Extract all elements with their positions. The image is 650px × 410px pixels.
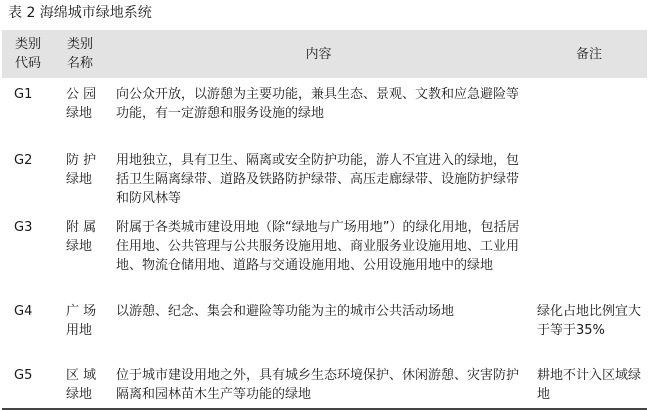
table-row xyxy=(2,211,647,295)
row-code: G5 xyxy=(2,359,54,409)
row-content: 附属于各类城市建设用地（除“绿地与广场用地”）的绿化用地，包括居住用地、公共管理与公共服务设施用地、商业服务业设施用地、工业用地、物流仓储用地、道路与交通设施用地、公用设施用地中的绿地 xyxy=(116,220,520,273)
row-note: 绿化占地比例宜大于等于35% xyxy=(537,304,642,338)
header-category-name: 类别 名称 xyxy=(66,37,93,71)
row-note xyxy=(531,78,647,144)
row-name: 防 护 绿地 xyxy=(66,153,97,187)
table-row xyxy=(2,295,647,359)
header-category-code: 类别 代码 xyxy=(14,37,41,71)
row-name: 区 域 绿地 xyxy=(54,359,106,409)
row-code: G4 xyxy=(14,304,33,319)
table-row xyxy=(2,144,647,211)
row-content: 位于城市建设用地之外，具有城乡生态环境保护、休闲游憩、灾害防护隔离和园林苗木生产等功能的绿地 xyxy=(106,359,531,409)
green-space-table xyxy=(2,30,647,410)
table-row xyxy=(2,359,647,409)
row-code: G2 xyxy=(14,153,33,168)
row-code: G3 xyxy=(14,220,33,235)
row-content: 以游憩、纪念、集会和避险等功能为主的城市公共活动场地 xyxy=(116,304,455,319)
row-code: G1 xyxy=(14,87,33,102)
table-header-row xyxy=(2,30,647,78)
row-name: 广 场 用地 xyxy=(66,304,97,338)
row-name: 公 园 绿地 xyxy=(66,87,97,121)
table-caption: 表 2 海绵城市绿地系统 xyxy=(8,5,152,21)
row-note: 耕地不计入区域绿地 xyxy=(531,359,647,409)
header-note: 备注 xyxy=(575,46,602,62)
row-content: 用地独立，具有卫生、隔离或安全防护功能，游人不宜进入的绿地，包括卫生隔离绿带、道路及铁路防护绿带、高压走廊绿带、设施防护绿带和防风林等 xyxy=(116,153,520,206)
table-row xyxy=(2,78,647,144)
row-note xyxy=(531,211,647,295)
header-content: 内容 xyxy=(305,46,332,62)
row-content: 向公众开放，以游憩为主要功能，兼具生态、景观、文教和应急避险等功能，有一定游憩和服务设施的绿地 xyxy=(116,87,520,121)
row-note xyxy=(531,144,647,211)
row-name: 附 属 绿地 xyxy=(66,220,97,254)
